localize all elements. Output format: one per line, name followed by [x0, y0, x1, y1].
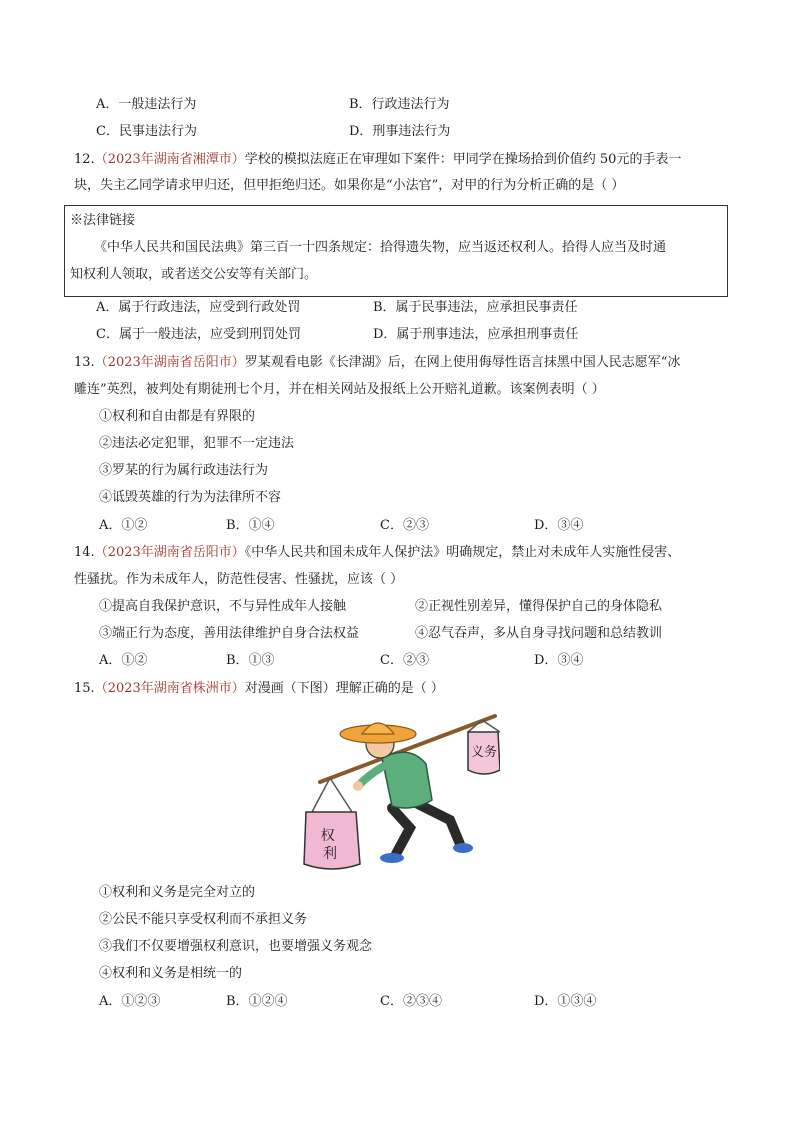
law-link-title: ※法律链接 [70, 213, 136, 228]
q14-source: （2023年湖南省岳阳市） [94, 545, 245, 560]
rights-bag-label-char2: 利 [323, 846, 337, 862]
q14-item-2: ②正视性别差异，懂得保护自己的身体隐私 [415, 599, 663, 614]
q14-option-a: A．①② [99, 653, 148, 668]
q14-number: 14. [74, 545, 95, 560]
right-rope [482, 720, 500, 732]
q13-item-4: ④诋毁英雄的行为为法律所不容 [99, 490, 282, 505]
duty-bag-label: 义务 [470, 745, 498, 760]
q12-option-d: D．属于刑事违法，应承担刑事责任 [373, 327, 579, 342]
q15-option-b: B．①②④ [226, 994, 288, 1009]
q13-option-a: A．①② [99, 518, 148, 533]
q14-option-d: D．③④ [534, 653, 584, 668]
q15-option-d: D．①③④ [534, 994, 597, 1009]
q12-number: 12. [74, 152, 95, 167]
q13-option-d: D．③④ [534, 518, 584, 533]
shoe-right [453, 843, 473, 853]
q14-stem-text: 《中华人民共和国未成年人保护法》明确规定，禁止对未成年人实施性侵害、 [244, 545, 681, 560]
q12-option-a: A．属于行政违法，应受到行政处罚 [96, 300, 301, 315]
person-arm [360, 766, 384, 784]
q13-number: 13. [74, 355, 95, 370]
q14-item-1: ①提高自我保护意识，不与异性成年人接触 [99, 599, 347, 614]
law-link-text-line1: 《中华人民共和国民法典》第三百一十四条规定：拾得遗失物，应当返还权利人。拾得人应当及时通 [94, 240, 667, 255]
q13-option-c: C．②③ [380, 518, 429, 533]
q12-option-c: C．属于一般违法，应受到刑罚处罚 [96, 327, 301, 342]
q15-stem-text: 对漫画（下图）理解正确的是（ ） [244, 681, 444, 696]
person-leg-front [392, 808, 410, 854]
q12-source: （2023年湖南省湘潭市） [94, 152, 245, 167]
q14-stem-line2: 性骚扰。作为未成年人，防范性侵害、性骚扰，应该（ ） [74, 572, 404, 587]
law-link-text-line2: 知权利人领取，或者送交公安等有关部门。 [70, 267, 318, 282]
q11-option-d: D．刑事违法行为 [349, 124, 451, 139]
shoe-left [380, 853, 404, 863]
q13-item-2: ②违法必定犯罪，犯罪不一定违法 [99, 436, 295, 451]
q14-item-4: ④忍气吞声，多从自身寻找问题和总结教训 [415, 626, 663, 641]
q14-option-c: C．②③ [380, 653, 429, 668]
q12-stem-text: 学校的模拟法庭正在审理如下案件：甲同学在操场拾到价值约 50元的手表一 [244, 152, 682, 167]
person-body [382, 752, 432, 808]
q14-option-b: B．①③ [226, 653, 275, 668]
q13-source: （2023年湖南省岳阳市） [94, 355, 245, 370]
q13-stem-line2: 雕连”英烈，被判处有期徒刑七个月，并在相关网站及报纸上公开赔礼道歉。该案例表明（ ） [74, 382, 605, 397]
q15-source: （2023年湖南省株洲市） [94, 681, 245, 696]
q15-item-3: ③我们不仅要增强权利意识，也要增强义务观念 [99, 939, 373, 954]
straw-hat-crown [362, 723, 394, 734]
q15-option-a: A．①②③ [99, 994, 161, 1009]
q11-option-b: B．行政违法行为 [349, 97, 450, 112]
q11-option-a: A．一般违法行为 [96, 97, 197, 112]
q13-item-3: ③罗某的行为属行政违法行为 [99, 463, 269, 478]
q15-item-2: ②公民不能只享受权利而不承担义务 [99, 912, 308, 927]
person-leg-back [418, 804, 460, 844]
q13-option-b: B．①④ [226, 518, 275, 533]
q13-stem-line1 [74, 355, 680, 371]
q14-stem-line1 [74, 545, 680, 561]
left-rope [330, 778, 352, 812]
q15-option-c: C．②③④ [380, 994, 442, 1009]
q12-option-b: B．属于民事违法，应承担民事责任 [373, 300, 578, 315]
q15-stem [74, 681, 444, 697]
q13-stem-text: 罗某观看电影《长津湖》后，在网上使用侮辱性语言抹黑中国人民志愿军“冰 [244, 355, 681, 370]
q12-stem-line2: 块，失主乙同学请求甲归还，但甲拒绝归还。如果你是“小法官”，对甲的行为分析正确的是（ ） [74, 178, 625, 193]
q15-number: 15. [74, 681, 95, 696]
q14-item-3: ③端正行为态度，善用法律维护自身合法权益 [99, 626, 360, 641]
q15-item-4: ④权利和义务是相统一的 [99, 966, 243, 981]
q11-option-c: C．民事违法行为 [96, 124, 197, 139]
rights-bag-label-char1: 权 [320, 828, 335, 844]
cartoon-illustration [300, 704, 500, 874]
person-hand [353, 781, 363, 791]
q12-stem-line1 [74, 152, 681, 168]
q15-item-1: ①权利和义务是完全对立的 [99, 885, 256, 900]
q13-item-1: ①权利和自由都是有界限的 [99, 409, 256, 424]
